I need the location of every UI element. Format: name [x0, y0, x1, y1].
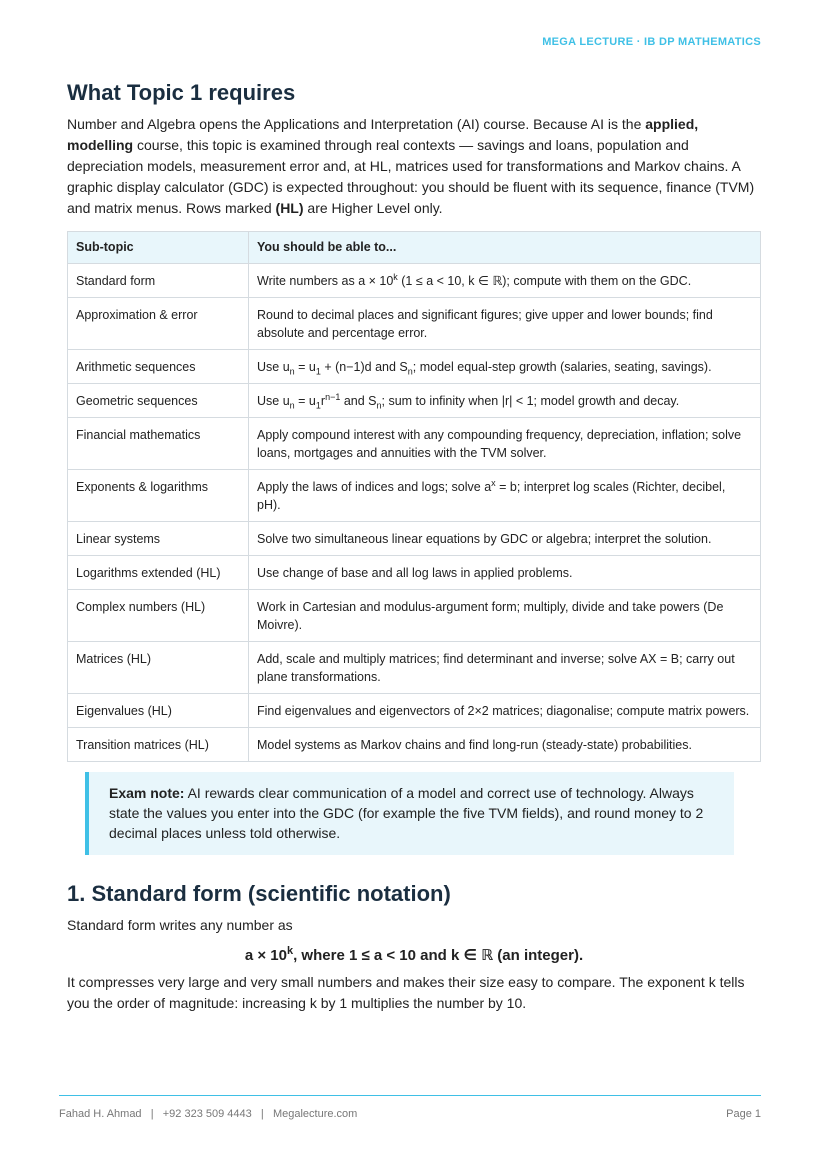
subscript: n	[289, 366, 295, 377]
subtopic-cell: Eigenvalues (HL)	[68, 694, 249, 728]
exam-note-text: AI rewards clear communication of a model and correct use of technology. Always state the values you enter into the GDC (for example the five TVM fields), and round money to 2 decimal places unless told otherwise.	[109, 785, 704, 841]
subtopic-cell: Logarithms extended (HL)	[68, 556, 249, 590]
superscript: n−1	[325, 391, 341, 402]
subtopics-table	[67, 231, 761, 762]
requirement-cell: Solve two simultaneous linear equations by GDC or algebra; interpret the solution.	[249, 522, 761, 556]
column-header-subtopic: Sub-topic	[68, 232, 249, 264]
section-paragraph: It compresses very large and very small numbers and makes their size easy to compare. The exponent k tells you the order of magnitude: increasing k by 1 multiplies the number by 10.	[67, 974, 745, 1011]
formula-superscript: k	[286, 945, 294, 957]
section-title: 1. Standard form (scientific notation)	[67, 881, 451, 906]
formula	[67, 946, 761, 964]
table-row	[68, 590, 761, 642]
table-row	[68, 298, 761, 350]
subscript: n	[407, 366, 413, 377]
exam-note-label: Exam note:	[109, 785, 185, 801]
text: ; sum to infinity when |r| < 1; model growth and decay.	[381, 394, 680, 408]
table-row	[68, 384, 761, 418]
requirement-cell: Find eigenvalues and eigenvectors of 2×2 matrices; diagonalise; compute matrix powers.	[249, 694, 761, 728]
subtopic-cell: Linear systems	[68, 522, 249, 556]
exam-note	[85, 772, 734, 855]
requirement-cell: Round to decimal places and significant figures; give upper and lower bounds; find absolute and percentage error.	[249, 298, 761, 350]
requirement-cell	[249, 384, 761, 418]
text: Use u	[257, 360, 290, 374]
superscript: x	[491, 477, 496, 488]
subscript: 1	[315, 366, 321, 377]
subscript: 1	[315, 400, 321, 411]
column-header-requirements: You should be able to...	[249, 232, 761, 264]
text: Use u	[257, 394, 290, 408]
table-row	[68, 694, 761, 728]
text: and S	[340, 394, 377, 408]
table-header-row	[68, 232, 761, 264]
subtopic-cell: Standard form	[68, 264, 249, 298]
text: ; model equal-step growth (salaries, seating, savings).	[412, 360, 712, 374]
superscript: k	[393, 271, 398, 282]
footer-divider	[59, 1095, 761, 1096]
text: = u	[294, 394, 316, 408]
page-number: Page 1	[726, 1108, 761, 1120]
subtopic-cell: Exponents & logarithms	[68, 470, 249, 522]
intro-bold-2: (HL)	[275, 200, 304, 216]
table-row	[68, 350, 761, 384]
subtopic-cell: Complex numbers (HL)	[68, 590, 249, 642]
text: = u	[294, 360, 316, 374]
text: = b; interpret log scales (Richter, decibel, pH).	[257, 480, 726, 512]
table-row	[68, 264, 761, 298]
requirement-cell: Apply compound interest with any compounding frequency, depreciation, inflation; solve loans, mortgages and annuities with the TVM solver.	[249, 418, 761, 470]
intro-text-1: Number and Algebra opens the Applications and Interpretation (AI) course. Because AI is the	[67, 116, 646, 132]
table-row	[68, 728, 761, 762]
text: r	[320, 394, 326, 408]
subtopic-cell: Transition matrices (HL)	[68, 728, 249, 762]
text: (1 ≤ a < 10, k ∈ ℝ); compute with them on the GDC.	[397, 274, 692, 288]
text: Apply the laws of indices and logs; solve a	[257, 480, 492, 494]
page-title: What Topic 1 requires	[67, 80, 296, 105]
text: Write numbers as a × 10	[257, 274, 394, 288]
intro-bold-1: applied, modelling	[67, 116, 699, 153]
requirement-cell	[249, 350, 761, 384]
requirement-cell: Model systems as Markov chains and find long-run (steady-state) probabilities.	[249, 728, 761, 762]
subtopic-cell: Arithmetic sequences	[68, 350, 249, 384]
requirement-cell: Work in Cartesian and modulus-argument form; multiply, divide and take powers (De Moivre).	[249, 590, 761, 642]
section-paragraph: Standard form writes any number as	[67, 917, 293, 933]
intro-text-2: course, this topic is examined through real contexts — savings and loans, population and depreciation models, measurement error and, at HL, matrices used for transformations and Markov chains. A graphic display calculator (GDC) is expected throughout: you should be fluent with its sequence, finance (TVM) and matrix menus. Rows marked	[67, 137, 755, 216]
subtopic-cell: Matrices (HL)	[68, 642, 249, 694]
subtopic-cell: Financial mathematics	[68, 418, 249, 470]
table-row	[68, 522, 761, 556]
subscript: n	[289, 400, 295, 411]
formula-text: a × 10	[244, 947, 287, 964]
subtopic-cell: Approximation & error	[68, 298, 249, 350]
requirement-cell: Add, scale and multiply matrices; find determinant and inverse; solve AX = B; carry out plane transformations.	[249, 642, 761, 694]
subscript: n	[376, 400, 382, 411]
intro-paragraph	[67, 114, 761, 219]
text: + (n−1)d and S	[320, 360, 408, 374]
table-row	[68, 470, 761, 522]
requirement-cell: Use change of base and all log laws in applied problems.	[249, 556, 761, 590]
table-row	[68, 642, 761, 694]
requirement-cell	[249, 470, 761, 522]
requirement-cell	[249, 264, 761, 298]
formula-text: , where 1 ≤ a < 10 and k ∈ ℝ (an integer).	[293, 947, 584, 964]
subtopic-cell: Geometric sequences	[68, 384, 249, 418]
table-row	[68, 418, 761, 470]
header-brand: MEGA LECTURE · IB DP MATHEMATICS	[542, 36, 761, 48]
table-row	[68, 556, 761, 590]
footer-contact: Fahad H. Ahmad | +92 323 509 4443 | Megalecture.com	[59, 1108, 358, 1120]
page-content	[67, 78, 761, 1014]
intro-text-3: are Higher Level only.	[303, 200, 443, 216]
